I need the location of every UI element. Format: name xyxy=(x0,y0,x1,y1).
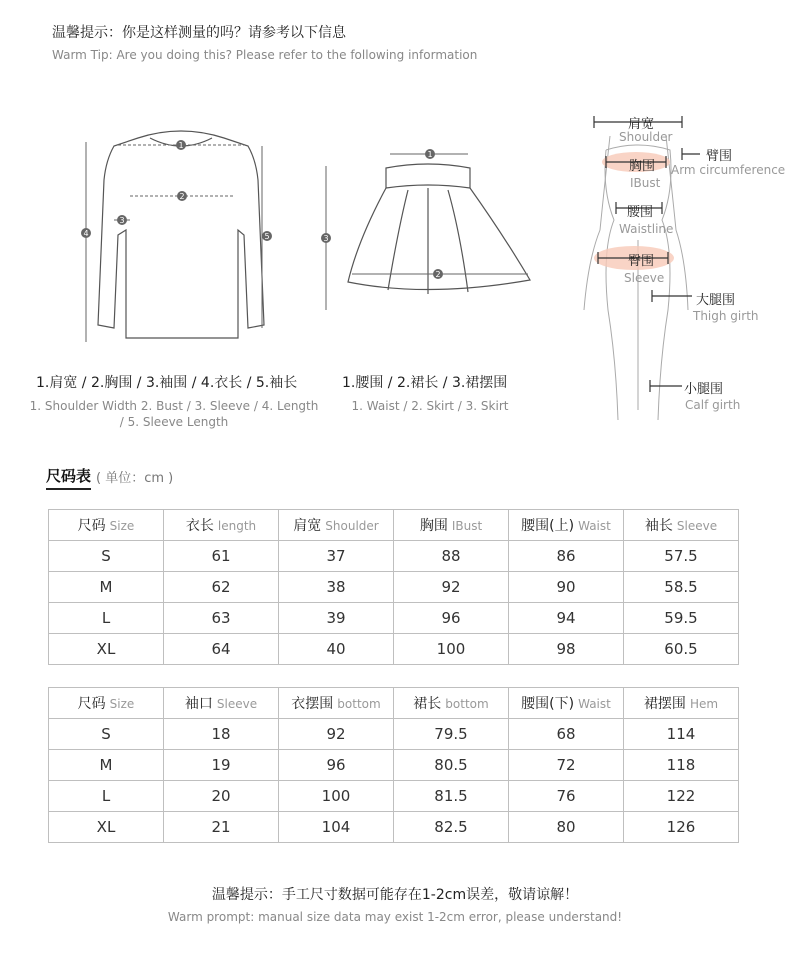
table-header-row xyxy=(49,510,739,541)
top-measurement-figure xyxy=(78,120,288,355)
table-row xyxy=(49,603,739,634)
table-cell: 92 xyxy=(279,719,394,750)
footer-note-en: Warm prompt: manual size data may exist 1-2cm error, please understand! xyxy=(167,910,623,924)
body-calf-en: Calf girth xyxy=(685,398,741,412)
table-cell: 58.5 xyxy=(624,572,739,603)
table-cell: XL xyxy=(49,634,164,665)
table-cell: 39 xyxy=(279,603,394,634)
top-marker-4: 4 xyxy=(83,229,89,238)
body-bust-en: IBust xyxy=(630,176,661,190)
table-cell: 122 xyxy=(624,781,739,812)
warm-tip-en: Warm Tip: Are you doing this? Please refer to the following information xyxy=(52,48,478,62)
top-marker-1: 1 xyxy=(178,141,184,150)
table-cell: 82.5 xyxy=(394,812,509,843)
table-cell: 90 xyxy=(509,572,624,603)
skirt-marker-2: 2 xyxy=(435,270,441,279)
size-table-bottom xyxy=(48,687,739,843)
top-caption-en-line-2: / 5. Sleeve Length xyxy=(119,415,229,429)
table-cell: 21 xyxy=(164,812,279,843)
table-row xyxy=(49,572,739,603)
table-cell: 20 xyxy=(164,781,279,812)
table-cell: 64 xyxy=(164,634,279,665)
table-cell: 104 xyxy=(279,812,394,843)
table-header-row xyxy=(49,688,739,719)
body-arm-cn: 臂围 xyxy=(706,149,733,164)
table-cell: S xyxy=(49,719,164,750)
top-marker-5: 5 xyxy=(264,232,270,241)
size-chart-unit: ( 单位：cm ) xyxy=(96,471,174,486)
header-hem-top: 衣摆围 bottom xyxy=(279,688,394,719)
table-cell: 96 xyxy=(279,750,394,781)
footer-note-cn: 温馨提示：手工尺寸数据可能存在1-2cm误差，敬请谅解！ xyxy=(211,887,579,903)
table-cell: M xyxy=(49,750,164,781)
table-row xyxy=(49,541,739,572)
table-cell: 76 xyxy=(509,781,624,812)
top-caption-cn: 1.肩宽 / 2.胸围 / 3.袖围 / 4.衣长 / 5.袖长 xyxy=(36,375,298,391)
table-cell: 80 xyxy=(509,812,624,843)
body-calf-cn: 小腿围 xyxy=(684,382,724,397)
table-cell: 79.5 xyxy=(394,719,509,750)
table-cell: 81.5 xyxy=(394,781,509,812)
table-cell: 40 xyxy=(279,634,394,665)
table-cell: 19 xyxy=(164,750,279,781)
skirt-caption-en: 1. Waist / 2. Skirt / 3. Skirt xyxy=(351,399,509,413)
table-cell: 100 xyxy=(279,781,394,812)
skirt-marker-1: 1 xyxy=(427,150,433,159)
table-cell: 57.5 xyxy=(624,541,739,572)
header-skirt-hem: 裙摆围 Hem xyxy=(624,688,739,719)
table-cell: 86 xyxy=(509,541,624,572)
table-cell: 38 xyxy=(279,572,394,603)
body-shoulder-cn: 肩宽 xyxy=(628,117,655,132)
header-waist-lower: 腰围(下) Waist xyxy=(509,688,624,719)
header-cuff: 袖口 Sleeve xyxy=(164,688,279,719)
table-cell: 94 xyxy=(509,603,624,634)
body-hip-en: Sleeve xyxy=(624,271,665,285)
table-cell: 61 xyxy=(164,541,279,572)
table-cell: 114 xyxy=(624,719,739,750)
table-cell: 72 xyxy=(509,750,624,781)
body-hip-cn: 臀围 xyxy=(628,254,655,269)
table-cell: 60.5 xyxy=(624,634,739,665)
table-cell: 80.5 xyxy=(394,750,509,781)
skirt-caption-cn: 1.腰围 / 2.裙长 / 3.裙摆围 xyxy=(342,375,508,391)
table-cell: 68 xyxy=(509,719,624,750)
table-cell: 118 xyxy=(624,750,739,781)
body-arm-en: Arm circumference xyxy=(671,163,786,177)
table-cell: L xyxy=(49,781,164,812)
header-length: 衣长 length xyxy=(164,510,279,541)
table-cell: 96 xyxy=(394,603,509,634)
header-size: 尺码 Size xyxy=(49,510,164,541)
table-cell: 126 xyxy=(624,812,739,843)
top-caption-en-line-1: 1. Shoulder Width 2. Bust / 3. Sleeve / 4. Length xyxy=(29,399,319,413)
table-row xyxy=(49,812,739,843)
body-bust-cn: 胸围 xyxy=(629,159,656,174)
top-marker-2: 2 xyxy=(179,192,185,201)
warm-tip-cn: 温馨提示：你是这样测量的吗？请参考以下信息 xyxy=(52,25,346,41)
table-row xyxy=(49,634,739,665)
table-cell: 63 xyxy=(164,603,279,634)
table-cell: 62 xyxy=(164,572,279,603)
table-cell: 92 xyxy=(394,572,509,603)
header-shoulder: 肩宽 Shoulder xyxy=(279,510,394,541)
header-size: 尺码 Size xyxy=(49,688,164,719)
top-marker-3: 3 xyxy=(119,216,125,225)
table-row xyxy=(49,781,739,812)
table-cell: 88 xyxy=(394,541,509,572)
header-waist-upper: 腰围(上) Waist xyxy=(509,510,624,541)
header-bust: 胸围 IBust xyxy=(394,510,509,541)
body-waist-en: Waistline xyxy=(619,222,674,236)
body-waist-cn: 腰围 xyxy=(627,205,654,220)
table-row xyxy=(49,750,739,781)
table-cell: M xyxy=(49,572,164,603)
table-cell: 98 xyxy=(509,634,624,665)
body-thigh-en: Thigh girth xyxy=(693,309,759,323)
skirt-marker-3: 3 xyxy=(323,234,329,243)
table-row xyxy=(49,719,739,750)
table-cell: 100 xyxy=(394,634,509,665)
table-cell: XL xyxy=(49,812,164,843)
table-cell: S xyxy=(49,541,164,572)
size-table-top xyxy=(48,509,739,665)
skirt-measurement-figure xyxy=(318,140,543,310)
header-skirt-length: 裙长 bottom xyxy=(394,688,509,719)
table-cell: 59.5 xyxy=(624,603,739,634)
body-shoulder-en: Shoulder xyxy=(619,130,673,144)
size-chart-title: 尺码表 xyxy=(46,465,91,490)
table-cell: 37 xyxy=(279,541,394,572)
body-thigh-cn: 大腿围 xyxy=(696,293,736,308)
table-cell: 18 xyxy=(164,719,279,750)
table-cell: L xyxy=(49,603,164,634)
top-caption-en xyxy=(24,398,324,430)
header-sleeve-length: 袖长 Sleeve xyxy=(624,510,739,541)
